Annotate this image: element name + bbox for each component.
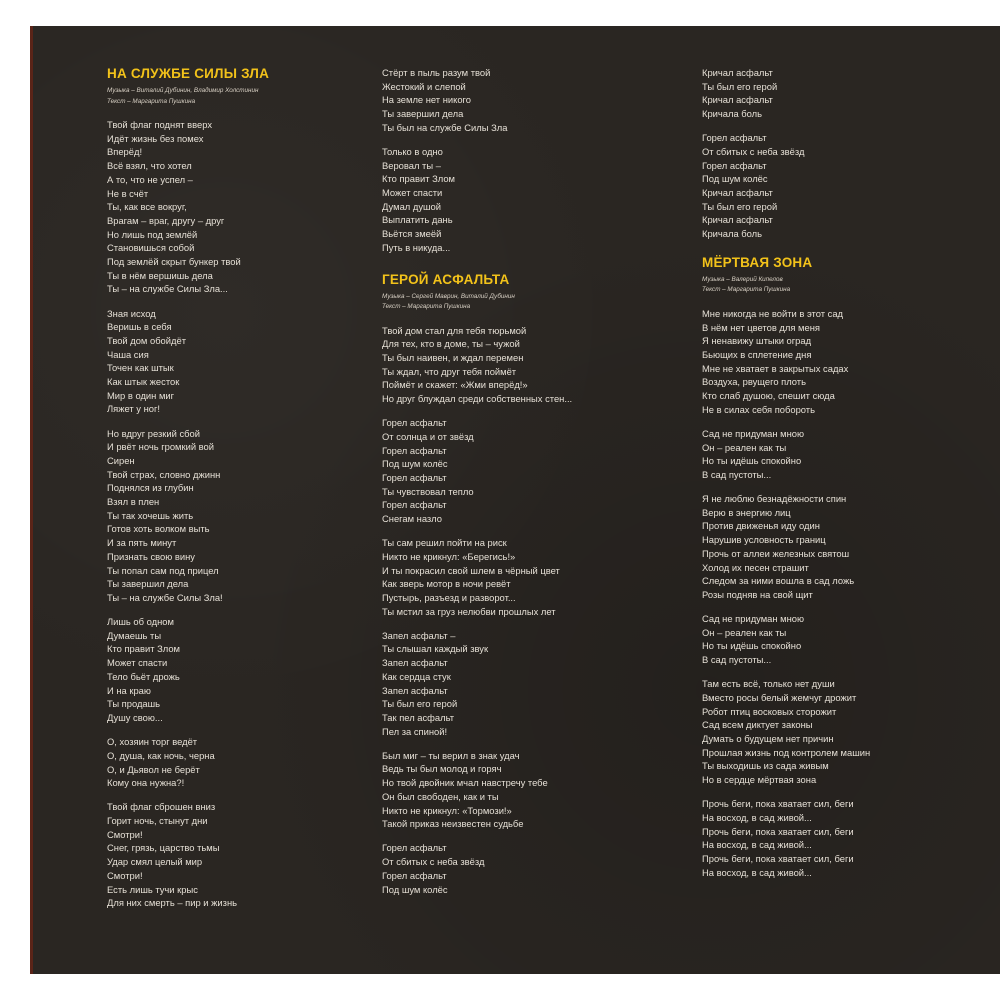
lyric-line: Ты, как все вокруг, — [107, 201, 187, 213]
lyric-line: И рвёт ночь громкий вой — [107, 441, 215, 453]
stanza — [382, 749, 682, 831]
song-credit: Текст – Маргарита Пушкина — [107, 97, 196, 105]
lyric-line: На восход, в сад живой... — [702, 839, 812, 851]
lyric-line: Смотри! — [107, 869, 143, 881]
lyric-line: Ты сам решил пойти на риск — [382, 537, 507, 549]
lyric-line: Пел за спиной! — [382, 725, 448, 737]
stanza — [107, 615, 407, 725]
lyric-line: Сад не придуман мною — [702, 427, 805, 439]
lyric-line: Горел асфальт — [382, 869, 447, 881]
lyric-line: Душу свою... — [107, 712, 163, 723]
lyric-line: Снег, грязь, царство тьмы — [107, 842, 220, 854]
lyric-line: В сад пустоты... — [702, 654, 772, 666]
lyric-line: Признать свою вину — [107, 550, 195, 562]
lyric-line: Но ты идёшь спокойно — [702, 455, 802, 467]
lyric-line: Ведь ты был молод и горяч — [382, 763, 502, 775]
song-title: ГЕРОЙ АСФАЛЬТА — [382, 271, 510, 287]
lyric-line: Воздуха, рвущего плоть — [702, 376, 806, 388]
lyric-line: Твой флаг поднят вверх — [107, 119, 213, 130]
song-title: МЁРТВАЯ ЗОНА — [702, 254, 813, 270]
lyric-line: Точен как штык — [107, 362, 174, 374]
lyric-line: И ты покрасил свой шлем в чёрный цвет — [382, 564, 560, 576]
lyric-line: Горит ночь, стынут дни — [107, 815, 208, 826]
lyric-line: Удар смял целый мир — [107, 856, 203, 868]
lyric-line: Ты попал сам под прицел — [107, 564, 219, 576]
lyric-line: А то, что не успел – — [107, 173, 193, 185]
lyric-line: На восход, в сад живой... — [702, 811, 812, 823]
lyric-line: Веришь в себя — [107, 321, 172, 333]
lyric-line: О, хозяин торг ведёт — [107, 736, 198, 748]
lyric-line: Я ненавижу штыки оград — [702, 335, 812, 347]
lyric-line: Запел асфальт – — [382, 629, 456, 641]
lyric-line: Такой приказ неизвестен судьбе — [382, 818, 524, 830]
lyric-line: Кричал асфальт — [702, 94, 773, 106]
lyric-line: Ты ждал, что друг тебя поймёт — [382, 365, 517, 377]
lyric-line: Сирен — [107, 454, 135, 466]
lyrics-column-left — [107, 66, 407, 910]
stanza — [382, 324, 682, 406]
lyric-line: О, и Дьявол не берёт — [107, 763, 200, 775]
stanza — [702, 307, 1000, 417]
lyric-line: И за пять минут — [107, 537, 177, 549]
lyric-line: Он – реален как ты — [702, 441, 787, 453]
lyric-line: Не в силах себя побороть — [702, 403, 815, 415]
lyric-line: Как зверь мотор в ночи ревёт — [382, 578, 511, 590]
song-block — [382, 66, 682, 255]
lyric-line: Для тех, кто в доме, ты – чужой — [382, 338, 520, 350]
stanza — [107, 307, 407, 417]
lyric-line: Готов хоть волком выть — [107, 523, 210, 535]
lyric-line: Так пел асфальт — [382, 711, 455, 723]
lyric-line: Как штык жесток — [107, 376, 180, 388]
lyric-line: Он был свободен, как и ты — [382, 790, 499, 802]
lyric-line: На восход, в сад живой... — [702, 866, 812, 878]
lyric-line: Тело бьёт дрожь — [107, 670, 180, 682]
lyric-line: Ты был на службе Силы Зла — [382, 121, 508, 133]
lyric-line: Веровал ты – — [382, 159, 441, 171]
lyric-line: Сад всем диктует законы — [702, 719, 813, 731]
lyric-line: Запел асфальт — [382, 684, 448, 696]
stanza — [702, 492, 1000, 602]
stanza — [382, 536, 682, 618]
lyric-line: Мне никогда не войти в этот сад — [702, 307, 844, 319]
lyric-line: Думать о будущем нет причин — [702, 733, 834, 745]
lyric-line: В сад пустоты... — [702, 468, 772, 480]
lyric-line: Поднялся из глубин — [107, 482, 194, 494]
lyric-line: Взял в плен — [107, 496, 160, 508]
lyric-line: Прочь беги, пока хватает сил, беги — [702, 798, 854, 810]
lyric-line: Никто не крикнул: «Тормози!» — [382, 804, 512, 816]
lyric-line: Ты завершил дела — [382, 108, 464, 120]
lyric-line: Ты продашь — [107, 698, 161, 710]
lyrics-column-middle — [382, 66, 682, 896]
lyric-line: Мне не хватает в закрытых садах — [702, 362, 849, 374]
lyric-line: Вперёд! — [107, 146, 143, 158]
stanza — [382, 629, 682, 739]
lyric-line: Поймёт и скажет: «Жми вперёд!» — [382, 379, 528, 391]
lyric-line: Чаша сия — [107, 348, 149, 360]
stanza — [702, 66, 1000, 121]
lyric-line: Ты мстил за груз нелюбви прошлых лет — [382, 605, 556, 617]
lyric-line: Ты был его герой — [702, 80, 778, 92]
lyrics-column-right — [702, 66, 1000, 880]
lyric-line: Идёт жизнь без помех — [107, 132, 204, 144]
lyric-line: Твой дом стал для тебя тюрьмой — [382, 324, 527, 336]
lyric-line: Ты был наивен, и ждал перемен — [382, 351, 524, 363]
lyric-line: Выплатить дань — [382, 214, 453, 226]
lyric-line: Кричал асфальт — [702, 187, 773, 199]
song-credit: Музыка – Валерий Кипелов — [702, 275, 783, 283]
lyric-line: Горел асфальт — [382, 471, 447, 483]
lyric-line: Ты так хочешь жить — [107, 509, 194, 521]
stanza — [107, 800, 407, 910]
stanza — [702, 427, 1000, 482]
stanza — [382, 416, 682, 526]
lyric-line: И на краю — [107, 684, 151, 696]
stanza — [382, 841, 682, 896]
lyric-line: Холод их песен страшит — [702, 561, 809, 573]
lyric-line: Как сердца стук — [382, 670, 451, 682]
lyric-line: Вместо росы белый жемчуг дрожит — [702, 691, 857, 703]
lyric-line: Робот птиц восковых сторожит — [702, 705, 837, 717]
stanza — [382, 66, 682, 135]
lyric-line: Сад не придуман мною — [702, 613, 805, 625]
lyric-line: Кому она нужна?! — [107, 777, 185, 789]
lyric-line: Кричал асфальт — [702, 67, 773, 78]
lyric-line: Всё взял, что хотел — [107, 160, 192, 172]
lyric-line: Лишь об одном — [107, 616, 174, 628]
stanza — [702, 677, 1000, 787]
lyric-line: Думал душой — [382, 200, 442, 212]
lyric-line: Стёрт в пыль разум твой — [382, 67, 491, 78]
lyric-line: Ты завершил дела — [107, 578, 189, 590]
song-credit: Текст – Маргарита Пушкина — [382, 303, 471, 311]
lyric-line: Запел асфальт — [382, 657, 448, 669]
stanza — [702, 612, 1000, 667]
song-block — [702, 66, 1000, 241]
booklet-page — [30, 26, 1000, 974]
page-edge — [30, 26, 33, 974]
lyric-line: Горел асфальт — [702, 159, 767, 171]
lyric-line: Для них смерть – пир и жизнь — [107, 897, 238, 909]
lyric-line: Ты слышал каждый звук — [382, 643, 489, 655]
lyric-line: Кричал асфальт — [702, 214, 773, 226]
lyric-line: Не в счёт — [107, 187, 149, 199]
stanza — [107, 427, 407, 605]
lyric-line: Ты – на службе Силы Зла... — [107, 283, 228, 295]
lyric-line: Ты в нём вершишь дела — [107, 269, 213, 281]
lyric-line: Твой флаг сброшен вниз — [107, 801, 216, 813]
song-credit: Музыка – Сергей Маврин, Виталий Дубинин — [382, 292, 515, 300]
song-title: НА СЛУЖБЕ СИЛЫ ЗЛА — [107, 66, 270, 81]
lyric-line: Следом за ними вошла в сад ложь — [702, 575, 855, 587]
lyric-line: Но лишь под землёй — [107, 228, 198, 240]
lyric-line: Под шум колёс — [382, 883, 448, 895]
stanza — [702, 797, 1000, 879]
lyric-line: Горел асфальт — [382, 444, 447, 456]
song-block — [107, 66, 407, 910]
lyric-line: Горел асфальт — [382, 842, 447, 854]
lyric-line: Горел асфальт — [382, 417, 447, 429]
lyric-line: Там есть всё, только нет души — [702, 678, 835, 690]
lyric-line: Ты чувствовал тепло — [382, 485, 474, 497]
lyric-line: От солнца и от звёзд — [382, 430, 474, 442]
lyric-line: Твой дом обойдёт — [107, 334, 186, 346]
lyric-line: Ты был его герой — [702, 200, 778, 212]
lyric-line: Но твой двойник мчал навстречу тебе — [382, 777, 548, 789]
stanza — [107, 735, 407, 790]
lyric-line: Розы подняв на свой щит — [702, 588, 813, 600]
lyric-line: Прочь беги, пока хватает сил, беги — [702, 853, 854, 865]
stanza — [107, 118, 407, 296]
lyric-line: Ляжет у ног! — [107, 403, 161, 415]
lyric-line: Смотри! — [107, 828, 143, 840]
lyric-line: Ты был его герой — [382, 698, 458, 710]
lyric-line: Против движенья иду один — [702, 520, 820, 532]
lyric-line: Может спасти — [382, 187, 443, 199]
lyric-line: Но ты идёшь спокойно — [702, 640, 802, 652]
lyric-line: В нём нет цветов для меня — [702, 321, 820, 333]
lyric-line: Прочь беги, пока хватает сил, беги — [702, 825, 854, 837]
lyric-line: Мир в один миг — [107, 389, 175, 401]
lyric-line: Но вдруг резкий сбой — [107, 427, 200, 439]
lyric-line: Путь в никуда... — [382, 241, 451, 253]
lyric-line: Есть лишь тучи крыс — [107, 883, 198, 895]
lyric-line: Нарушив условность границ — [702, 534, 826, 546]
lyric-line: Я не люблю безнадёжности спин — [702, 493, 847, 505]
song-block — [382, 272, 682, 897]
lyric-line: Горел асфальт — [702, 132, 767, 144]
lyric-line: Ты выходишь из сада живым — [702, 760, 829, 772]
lyric-line: От сбитых с неба звёзд — [382, 856, 485, 868]
lyric-line: Был миг – ты верил в знак удач — [382, 749, 520, 761]
lyric-line: Врагам – враг, другу – друг — [107, 214, 225, 226]
song-credit: Текст – Маргарита Пушкина — [702, 286, 791, 294]
lyric-line: Зная исход — [107, 307, 156, 319]
lyric-line: Он – реален как ты — [702, 626, 787, 638]
lyric-line: Но друг блуждал среди собственных стен... — [382, 393, 573, 405]
lyric-line: Пустырь, разъезд и разворот... — [382, 591, 516, 603]
lyric-line: Твой страх, словно джинн — [107, 468, 221, 480]
lyric-line: Никто не крикнул: «Берегись!» — [382, 550, 516, 562]
stanza — [702, 131, 1000, 241]
lyric-line: Жестокий и слепой — [382, 80, 466, 92]
lyric-line: Думаешь ты — [107, 629, 162, 641]
lyric-line: Верю в энергию лиц — [702, 506, 791, 518]
lyric-line: Ты – на службе Силы Зла! — [107, 591, 223, 603]
lyric-line: Прочь от аллеи железных святош — [702, 547, 850, 559]
song-block — [702, 255, 1000, 880]
lyric-line: Горел асфальт — [382, 499, 447, 511]
lyric-line: Кричала боль — [702, 108, 763, 120]
stanza — [382, 145, 682, 255]
lyric-line: Под землёй скрыт бункер твой — [107, 256, 241, 268]
lyric-line: От сбитых с неба звёзд — [702, 145, 805, 157]
song-credit: Музыка – Виталий Дубинин, Владимир Холстинин — [107, 87, 259, 94]
lyric-line: Может спасти — [107, 657, 168, 669]
lyric-line: Но в сердце мёртвая зона — [702, 774, 817, 786]
lyric-line: Кто правит Злом — [382, 173, 455, 185]
lyric-line: Становишься собой — [107, 242, 195, 254]
lyric-line: Под шум колёс — [702, 173, 768, 185]
lyric-line: Вьётся змеёй — [382, 228, 442, 240]
lyric-line: О, душа, как ночь, черна — [107, 749, 215, 761]
lyric-line: Кто правит Злом — [107, 643, 180, 655]
lyric-line: Кто слаб душою, спешит сюда — [702, 390, 835, 402]
lyric-line: На земле нет никого — [382, 94, 471, 106]
lyric-line: Прошлая жизнь под контролем машин — [702, 746, 871, 758]
lyric-line: Только в одно — [382, 145, 443, 157]
lyric-line: Под шум колёс — [382, 458, 448, 470]
lyric-line: Снегам назло — [382, 513, 442, 525]
lyric-line: Бьющих в сплетение дня — [702, 348, 812, 360]
lyric-line: Кричала боль — [702, 228, 763, 240]
